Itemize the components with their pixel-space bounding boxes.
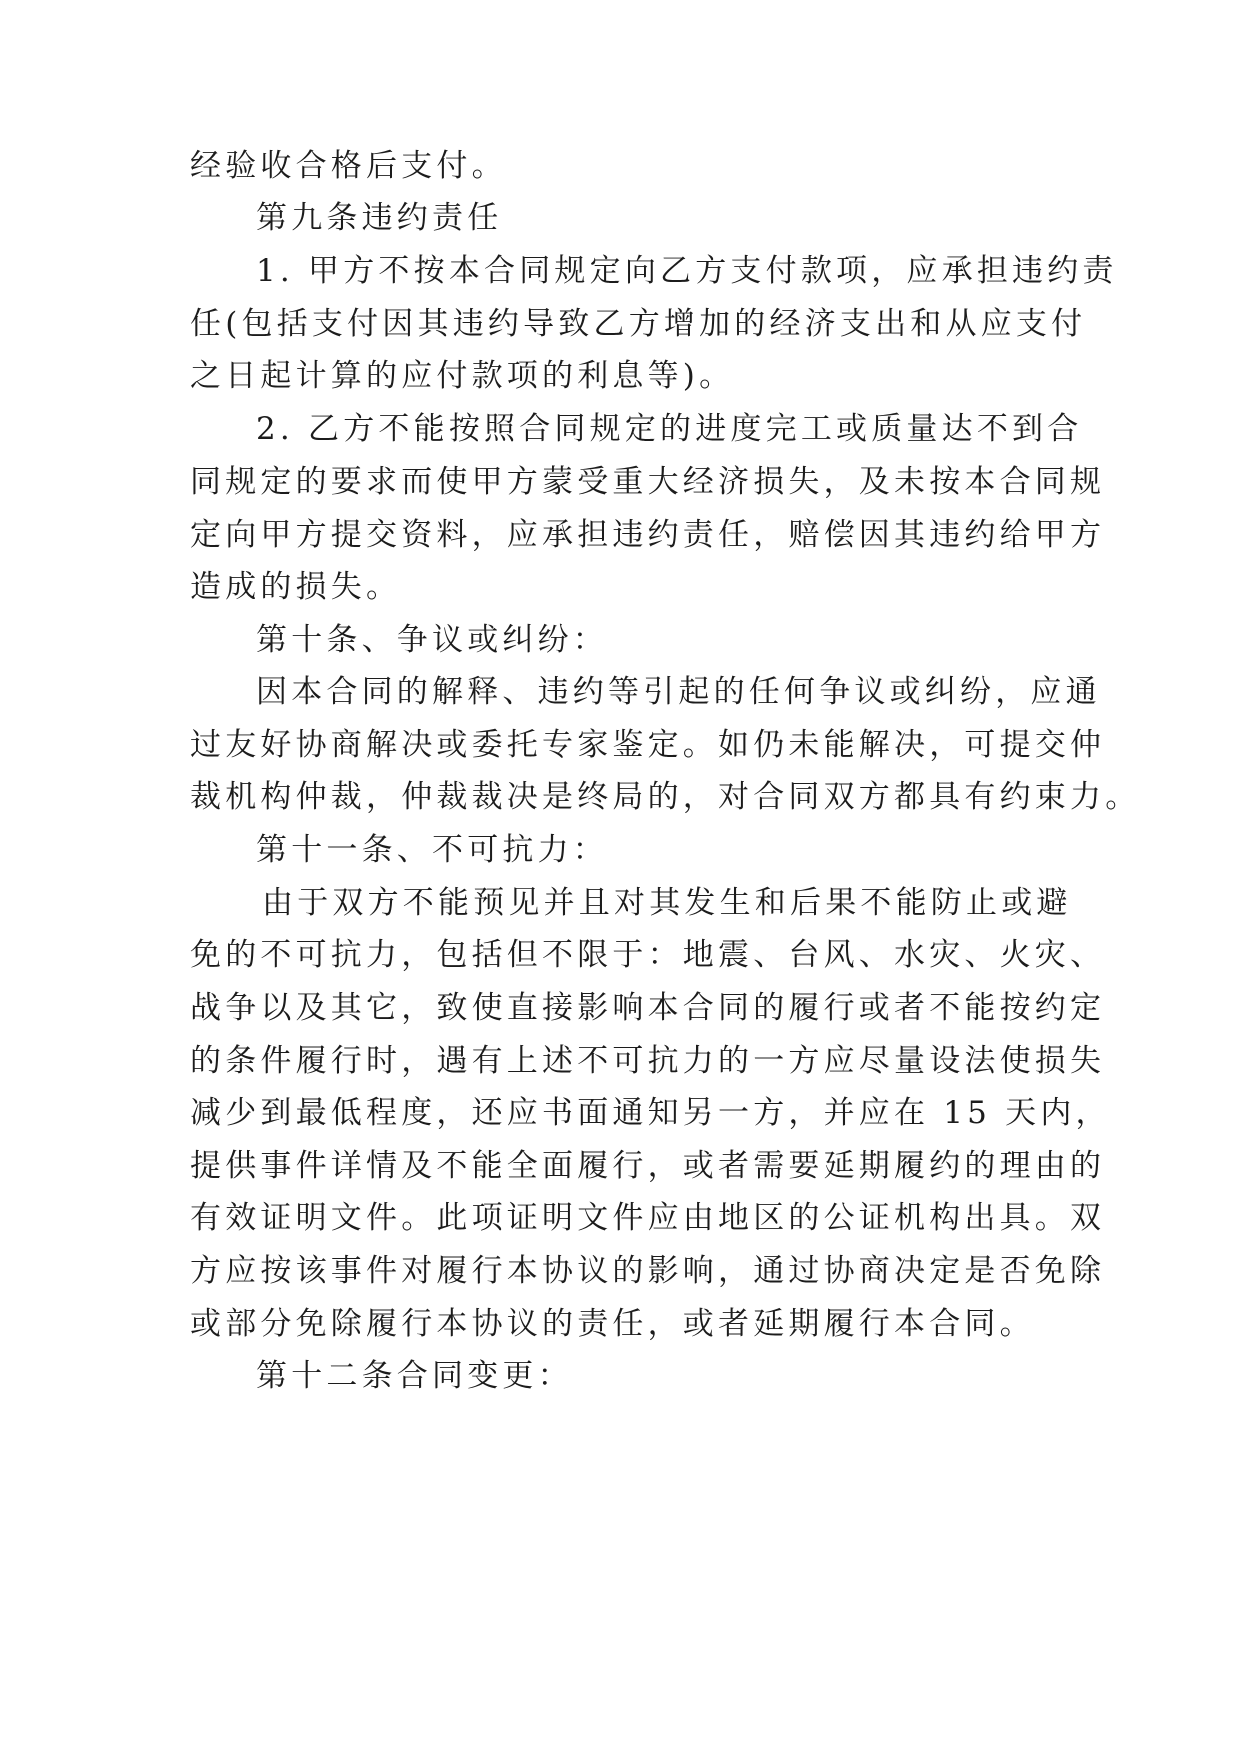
article-11-line-2: 免的不可抗力，包括但不限于：地震、台风、水灾、火灾、 [190, 937, 1106, 973]
article-11-line-1: 由于双方不能预见并且对其发生和后果不能防止或避 [262, 885, 1072, 921]
section-heading-article-9: 第九条违约责任 [256, 200, 503, 236]
article-10-line-3: 裁机构仲裁，仲裁裁决是终局的，对合同双方都具有约束力。 [190, 779, 1141, 815]
clause-9-1-line-3: 之日起计算的应付款项的利息等)。 [190, 358, 735, 394]
article-10-line-2: 过友好协商解决或委托专家鉴定。如仍未能解决，可提交仲 [190, 727, 1106, 763]
article-11-line-4: 的条件履行时，遇有上述不可抗力的一方应尽量设法使损失 [190, 1043, 1106, 1079]
section-heading-article-10: 第十条、争议或纠纷： [256, 622, 608, 658]
clause-9-2-line-1: 2. 乙方不能按照合同规定的进度完工或质量达不到合 [256, 411, 1083, 447]
clause-9-2-line-4: 造成的损失。 [190, 569, 402, 605]
section-heading-article-11: 第十一条、不可抗力： [256, 832, 608, 868]
article-11-line-7: 有效证明文件。此项证明文件应由地区的公证机构出具。双 [190, 1200, 1106, 1236]
article-11-line-6: 提供事件详情及不能全面履行，或者需要延期履约的理由的 [190, 1148, 1106, 1184]
clause-9-1-line-1: 1. 甲方不按本合同规定向乙方支付款项，应承担违约责 [256, 253, 1118, 289]
clause-9-1-line-2: 任(包括支付因其违约导致乙方增加的经济支出和从应支付 [190, 306, 1087, 342]
article-11-line-3: 战争以及其它，致使直接影响本合同的履行或者不能按约定 [190, 990, 1106, 1026]
section-heading-article-12: 第十二条合同变更： [256, 1358, 573, 1394]
article-11-line-9: 或部分免除履行本协议的责任，或者延期履行本合同。 [190, 1306, 1035, 1342]
article-11-line-5: 减少到最低程度，还应书面通知另一方，并应在 15 天内， [190, 1095, 1111, 1131]
article-11-line-8: 方应按该事件对履行本协议的影响，通过协商决定是否免除 [190, 1253, 1106, 1289]
text-line-1: 经验收合格后支付。 [190, 148, 507, 184]
clause-9-2-line-2: 同规定的要求而使甲方蒙受重大经济损失，及未按本合同规 [190, 464, 1106, 500]
clause-9-2-line-3: 定向甲方提交资料，应承担违约责任，赔偿因其违约给甲方 [190, 517, 1106, 553]
article-10-line-1: 因本合同的解释、违约等引起的任何争议或纠纷，应通 [256, 674, 1101, 710]
